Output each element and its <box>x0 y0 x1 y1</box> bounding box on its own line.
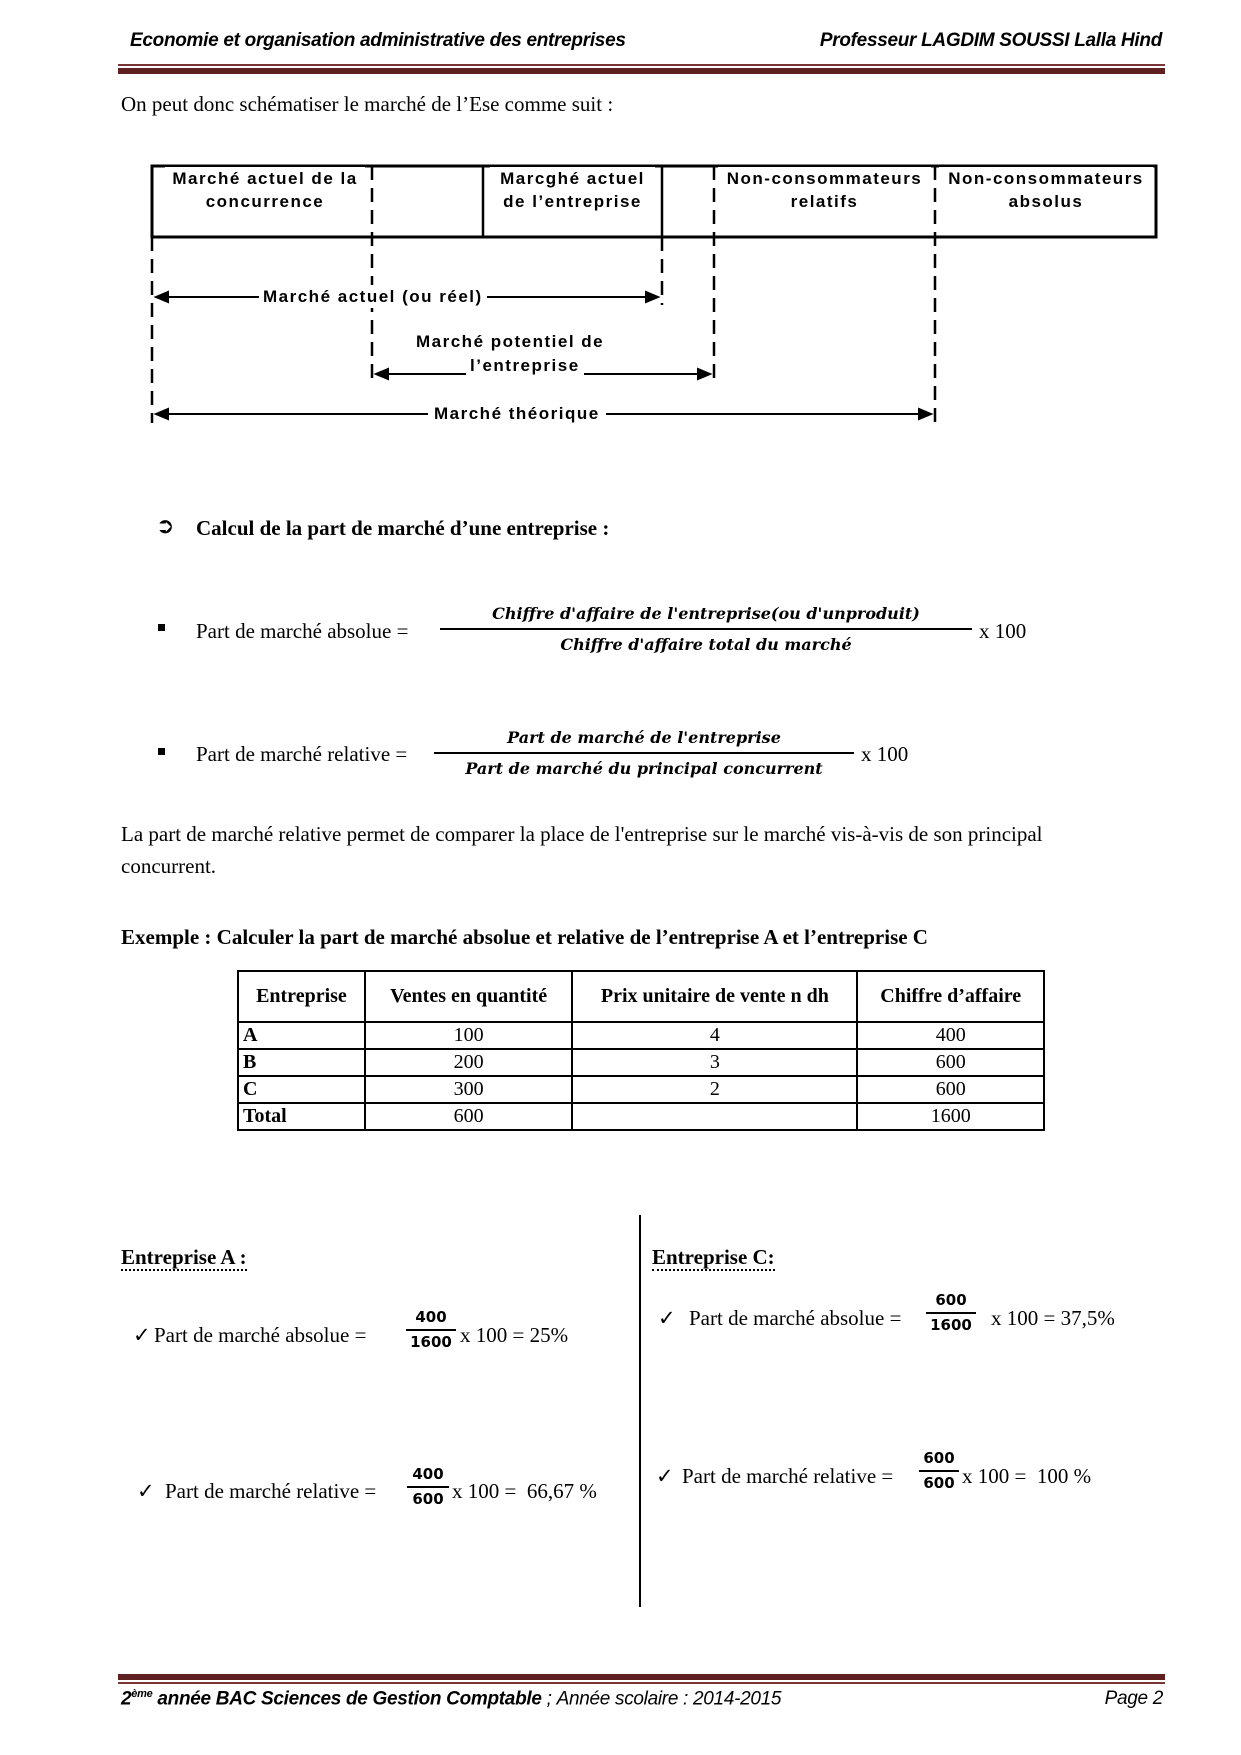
solution-a-rel-result: x 100 = 66,67 % <box>452 1479 597 1503</box>
denominator: 600 <box>923 1474 955 1492</box>
cell-ventes: 300 <box>365 1076 572 1103</box>
relative-share-paragraph: La part de marché relative permet de comparer la place de l'entreprise sur le marché vis-à-vis de son principal concurrent. <box>121 822 1043 878</box>
cell-entreprise: A <box>238 1022 365 1049</box>
numerator: 400 <box>415 1308 447 1326</box>
cell-entreprise: B <box>238 1049 365 1076</box>
solution-c-rel-label: Part de marché relative = <box>682 1464 894 1488</box>
footer-left <box>121 1688 781 1710</box>
diagram-box-concurrence: Marché actuel de la concurrence <box>165 167 365 213</box>
solution-c-title <box>652 1245 775 1270</box>
cell-prix: 3 <box>572 1049 857 1076</box>
column-header: Entreprise <box>238 971 365 1022</box>
denominator: 1600 <box>930 1316 972 1334</box>
arrow-bullet-icon: ➲ <box>156 514 175 539</box>
header-course-title: Economie et organisation administrative des entreprises <box>130 30 626 51</box>
cell-chiffre: 400 <box>857 1022 1044 1049</box>
column-header: Prix unitaire de vente n dh <box>572 971 857 1022</box>
cell-chiffre: 1600 <box>857 1103 1044 1130</box>
arrow-label-marche-potentiel-2: l’entreprise <box>466 354 584 377</box>
diagram-box-non-consommateurs-absolus: Non-consommateurs absolus <box>939 167 1153 213</box>
footer-page-number: Page 2 <box>1104 1688 1163 1709</box>
solution-a-abs-fraction <box>406 1309 456 1351</box>
solution-a-rel-label: Part de marché relative = <box>165 1479 377 1503</box>
solution-c-title-text: Entreprise C: <box>652 1245 775 1269</box>
solution-c-abs-label: Part de marché absolue = <box>689 1306 902 1330</box>
footer-level-sup: ème <box>131 1688 153 1700</box>
cell-prix: 4 <box>572 1022 857 1049</box>
solution-a-abs-result: x 100 = 25% <box>460 1323 569 1347</box>
footer-separator: ; <box>546 1688 552 1710</box>
arrow-label-marche-potentiel-1: Marché potentiel de <box>412 330 608 353</box>
fraction-bar <box>434 752 854 754</box>
table-row <box>238 1076 1044 1103</box>
fraction-bar <box>919 1470 959 1472</box>
fraction-bar <box>926 1312 976 1314</box>
cell-entreprise: C <box>238 1076 365 1103</box>
fraction-bar <box>406 1329 456 1331</box>
table-row <box>238 1049 1044 1076</box>
footer-program: année BAC Sciences de Gestion Comptable <box>157 1688 542 1710</box>
table-row <box>238 1022 1044 1049</box>
square-bullet-icon <box>158 624 165 631</box>
footer-school-year: Année scolaire : 2014-2015 <box>556 1688 782 1710</box>
cell-entreprise: Total <box>238 1103 365 1130</box>
cell-chiffre: 600 <box>857 1049 1044 1076</box>
checkmark-icon: ✓ <box>133 1323 151 1347</box>
solution-a-rel-fraction <box>407 1466 449 1508</box>
diagram-box-entreprise: Marcghé actuel de l’entreprise <box>490 167 655 213</box>
formula-relative-numerator: Part de marché de l'entreprise <box>507 728 781 747</box>
checkmark-icon: ✓ <box>658 1306 676 1330</box>
cell-ventes: 600 <box>365 1103 572 1130</box>
section-heading: Calcul de la part de marché d’une entreprise : <box>196 516 610 540</box>
fraction-bar <box>440 628 972 630</box>
footer-level-number: 2 <box>121 1688 132 1710</box>
table-row-total <box>238 1103 1044 1130</box>
formula-absolue-fraction <box>440 604 972 654</box>
market-diagram-lines <box>0 0 1241 450</box>
formula-absolue-denominator: Chiffre d'affaire total du marché <box>560 635 852 654</box>
fraction-bar <box>407 1486 449 1488</box>
formula-relative-denominator: Part de marché du principal concurrent <box>465 759 823 778</box>
cell-chiffre: 600 <box>857 1076 1044 1103</box>
example-table <box>237 970 1045 1131</box>
formula-relative-fraction <box>434 728 854 778</box>
cell-prix: 2 <box>572 1076 857 1103</box>
solution-a-title-text: Entreprise A : <box>121 1245 247 1269</box>
numerator: 600 <box>935 1291 967 1309</box>
checkmark-icon: ✓ <box>656 1464 674 1488</box>
checkmark-icon: ✓ <box>137 1479 155 1503</box>
column-divider <box>639 1215 641 1607</box>
intro-text: On peut donc schématiser le marché de l’Ese comme suit : <box>121 92 614 116</box>
formula-relative-label: Part de marché relative = <box>196 742 408 766</box>
cell-prix <box>572 1103 857 1130</box>
denominator: 600 <box>412 1490 444 1508</box>
diagram-box-non-consommateurs-relatifs: Non-consommateurs relatifs <box>718 167 931 213</box>
formula-relative-suffix: x 100 <box>861 742 909 766</box>
solution-c-abs-result: x 100 = 37,5% <box>991 1306 1115 1330</box>
column-header: Ventes en quantité <box>365 971 572 1022</box>
formula-absolue-suffix: x 100 <box>979 619 1027 643</box>
table-header-row <box>238 971 1044 1022</box>
numerator: 600 <box>923 1449 955 1467</box>
example-title: Exemple : Calculer la part de marché absolue et relative de l’entreprise A et l’entreprise C <box>121 925 928 949</box>
solution-c-rel-fraction <box>919 1450 959 1492</box>
arrow-label-marche-actuel: Marché actuel (ou réel) <box>259 285 487 308</box>
cell-ventes: 200 <box>365 1049 572 1076</box>
footer-rule-thin <box>118 1682 1165 1684</box>
solution-c-abs-fraction <box>926 1292 976 1334</box>
numerator: 400 <box>412 1465 444 1483</box>
denominator: 1600 <box>410 1333 452 1351</box>
formula-absolue-label: Part de marché absolue = <box>196 619 409 643</box>
column-header: Chiffre d’affaire <box>857 971 1044 1022</box>
cell-ventes: 100 <box>365 1022 572 1049</box>
solution-a-abs-label: Part de marché absolue = <box>154 1323 367 1347</box>
formula-absolue-numerator: Chiffre d'affaire de l'entreprise(ou d'unproduit) <box>492 604 920 623</box>
market-diagram <box>0 0 1241 450</box>
square-bullet-icon <box>158 748 165 755</box>
solution-a-title <box>121 1245 247 1270</box>
solution-c-rel-result: x 100 = 100 % <box>962 1464 1092 1488</box>
footer-rule-thick <box>118 1674 1165 1680</box>
arrow-label-marche-theorique: Marché théorique <box>428 402 606 425</box>
header-author: Professeur LAGDIM SOUSSI Lalla Hind <box>819 30 1162 51</box>
